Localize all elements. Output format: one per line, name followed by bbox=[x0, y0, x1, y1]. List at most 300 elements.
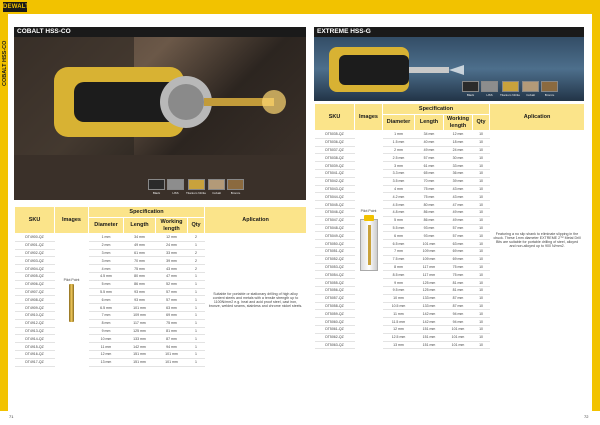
coating-swatch bbox=[186, 179, 206, 195]
left-side-label: COBALT HSS-CO bbox=[1, 40, 8, 86]
qty-cell: 1 bbox=[188, 319, 205, 327]
length-cell: 49 mm bbox=[124, 241, 156, 249]
sku-cell: DT5055-QZ bbox=[315, 279, 355, 287]
length-cell: 109 mm bbox=[124, 311, 156, 319]
diameter-cell: 5.5 mm bbox=[383, 224, 415, 232]
diameter-cell: 10 mm bbox=[383, 294, 415, 302]
qty-cell: 1 bbox=[188, 350, 205, 358]
length-cell: 151 mm bbox=[415, 341, 444, 349]
left-side-stripe bbox=[0, 14, 8, 411]
package-cap bbox=[364, 215, 374, 221]
working-length-cell: 94 mm bbox=[444, 310, 473, 318]
qty-cell: 10 bbox=[473, 177, 490, 185]
sku-cell: DT5038-QZ bbox=[315, 154, 355, 162]
length-cell: 34 mm bbox=[415, 131, 444, 139]
sku-cell: DT5053-QZ bbox=[315, 263, 355, 271]
diameter-cell: 9 mm bbox=[383, 279, 415, 287]
diameter-cell: 8 mm bbox=[89, 319, 124, 327]
length-cell: 57 mm bbox=[415, 154, 444, 162]
diameter-cell: 4.5 mm bbox=[89, 272, 124, 280]
working-length-cell: 81 mm bbox=[156, 327, 188, 335]
diameter-cell: 13 mm bbox=[383, 341, 415, 349]
length-cell: 93 mm bbox=[124, 296, 156, 304]
drill-illustration bbox=[14, 37, 306, 200]
diameter-cell: 6 mm bbox=[89, 296, 124, 304]
length-cell: 61 mm bbox=[415, 162, 444, 170]
length-cell: 117 mm bbox=[415, 271, 444, 279]
length-cell: 70 mm bbox=[415, 177, 444, 185]
qty-cell: 2 bbox=[188, 265, 205, 273]
qty-cell: 10 bbox=[473, 201, 490, 209]
left-page-number: 71 bbox=[9, 414, 14, 419]
qty-cell: 10 bbox=[473, 294, 490, 302]
qty-cell: 2 bbox=[188, 234, 205, 242]
working-length-cell: 101 mm bbox=[156, 358, 188, 366]
sku-cell: DT4901-QZ bbox=[15, 241, 55, 249]
working-length-cell: 18 mm bbox=[444, 138, 473, 146]
working-length-cell: 57 mm bbox=[444, 232, 473, 240]
qty-cell: 1 bbox=[188, 272, 205, 280]
working-length-cell: 12 mm bbox=[444, 131, 473, 139]
working-length-cell: 87 mm bbox=[156, 335, 188, 343]
header-length: Length bbox=[415, 115, 444, 131]
sku-cell: DT4907-QZ bbox=[15, 288, 55, 296]
coating-swatch bbox=[541, 81, 558, 97]
diameter-cell: 11 mm bbox=[383, 310, 415, 318]
sku-cell: DT5045-QZ bbox=[315, 201, 355, 209]
sku-cell: DT5043-QZ bbox=[315, 185, 355, 193]
qty-cell: 1 bbox=[188, 280, 205, 288]
working-length-cell: 75 mm bbox=[156, 319, 188, 327]
right-section-title: EXTREME HSS-G bbox=[314, 27, 584, 37]
header-specification: Specification bbox=[89, 207, 205, 218]
working-length-cell: 94 mm bbox=[156, 343, 188, 351]
working-length-cell: 63 mm bbox=[444, 240, 473, 248]
working-length-cell: 94 mm bbox=[444, 318, 473, 326]
working-length-cell: 52 mm bbox=[156, 280, 188, 288]
length-cell: 86 mm bbox=[415, 208, 444, 216]
diameter-cell: 7.5 mm bbox=[383, 255, 415, 263]
sku-cell: DT5060-QZ bbox=[315, 318, 355, 326]
sku-cell: DT4916-QZ bbox=[15, 350, 55, 358]
working-length-cell: 101 mm bbox=[156, 350, 188, 358]
sku-cell: DT5049-QZ bbox=[315, 232, 355, 240]
qty-cell: 10 bbox=[473, 255, 490, 263]
coating-swatch bbox=[522, 81, 539, 97]
working-length-cell: 69 mm bbox=[444, 247, 473, 255]
qty-cell: 10 bbox=[473, 240, 490, 248]
diameter-cell: 6.5 mm bbox=[383, 240, 415, 248]
qty-cell: 10 bbox=[473, 271, 490, 279]
diameter-cell: 4.2 mm bbox=[383, 193, 415, 201]
dewalt-logo: DEWALT bbox=[3, 4, 30, 10]
right-page-number: 72 bbox=[584, 414, 589, 419]
sku-cell: DT5041-QZ bbox=[315, 169, 355, 177]
sku-cell: DT4917-QZ bbox=[15, 358, 55, 366]
header-images: Images bbox=[55, 207, 89, 234]
diameter-cell: 6.5 mm bbox=[89, 304, 124, 312]
qty-cell: 1 bbox=[188, 343, 205, 351]
sku-cell: DT5054-QZ bbox=[315, 271, 355, 279]
qty-cell: 10 bbox=[473, 232, 490, 240]
qty-cell: 10 bbox=[473, 146, 490, 154]
length-cell: 151 mm bbox=[415, 333, 444, 341]
length-cell: 117 mm bbox=[415, 263, 444, 271]
diameter-cell: 12.5 mm bbox=[383, 333, 415, 341]
swatch-label: Bronze bbox=[230, 191, 241, 195]
working-length-cell: 30 mm bbox=[444, 154, 473, 162]
sku-cell: DT5048-QZ bbox=[315, 224, 355, 232]
diameter-cell: 3 mm bbox=[89, 257, 124, 265]
sku-cell: DT5050-QZ bbox=[315, 240, 355, 248]
length-cell: 133 mm bbox=[124, 335, 156, 343]
length-cell: 93 mm bbox=[415, 224, 444, 232]
swatch-color bbox=[148, 179, 165, 190]
swatch-label: HSS bbox=[172, 191, 179, 195]
working-length-cell: 39 mm bbox=[156, 257, 188, 265]
length-cell: 75 mm bbox=[415, 185, 444, 193]
qty-cell: 10 bbox=[473, 169, 490, 177]
length-cell: 34 mm bbox=[124, 234, 156, 242]
qty-cell: 10 bbox=[473, 224, 490, 232]
working-length-cell: 101 mm bbox=[444, 333, 473, 341]
qty-cell: 2 bbox=[188, 249, 205, 257]
diameter-cell: 9 mm bbox=[89, 327, 124, 335]
length-cell: 125 mm bbox=[415, 286, 444, 294]
qty-cell: 10 bbox=[473, 138, 490, 146]
diameter-cell: 5.5 mm bbox=[89, 288, 124, 296]
header-application: Aplication bbox=[490, 104, 585, 131]
right-spec-table bbox=[314, 103, 585, 349]
qty-cell: 1 bbox=[188, 311, 205, 319]
working-length-cell: 63 mm bbox=[156, 304, 188, 312]
swatch-label: Bronze bbox=[544, 93, 555, 97]
qty-cell: 10 bbox=[473, 193, 490, 201]
coating-swatch bbox=[462, 81, 479, 97]
swatch-color bbox=[502, 81, 519, 92]
length-cell: 75 mm bbox=[415, 193, 444, 201]
diameter-cell: 12 mm bbox=[89, 350, 124, 358]
sku-cell: DT4903-QZ bbox=[15, 257, 55, 265]
pilot-point-label: Pilot Point bbox=[63, 278, 80, 283]
header-working-length: Working length bbox=[156, 218, 188, 234]
swatch-color bbox=[188, 179, 205, 190]
length-cell: 80 mm bbox=[415, 201, 444, 209]
length-cell: 142 mm bbox=[415, 318, 444, 326]
left-coating-swatches bbox=[148, 179, 244, 195]
diameter-cell: 4 mm bbox=[89, 265, 124, 273]
length-cell: 125 mm bbox=[124, 327, 156, 335]
working-length-cell: 12 mm bbox=[156, 234, 188, 242]
diameter-cell: 12 mm bbox=[383, 325, 415, 333]
diameter-cell: 10.5 mm bbox=[383, 302, 415, 310]
qty-cell: 10 bbox=[473, 208, 490, 216]
sku-cell: DT5037-QZ bbox=[315, 146, 355, 154]
qty-cell: 1 bbox=[188, 335, 205, 343]
sku-cell: DT5036-QZ bbox=[315, 138, 355, 146]
diameter-cell: 7 mm bbox=[89, 311, 124, 319]
sku-cell: DT4908-QZ bbox=[15, 296, 55, 304]
length-cell: 65 mm bbox=[415, 169, 444, 177]
header-qty: Qty bbox=[473, 115, 490, 131]
qty-cell: 10 bbox=[473, 333, 490, 341]
working-length-cell: 81 mm bbox=[444, 279, 473, 287]
length-cell: 86 mm bbox=[415, 216, 444, 224]
diameter-cell: 8.5 mm bbox=[383, 271, 415, 279]
diameter-cell: 1 mm bbox=[383, 131, 415, 139]
sku-cell: DT5056-QZ bbox=[315, 286, 355, 294]
working-length-cell: 43 mm bbox=[156, 265, 188, 273]
qty-cell: 10 bbox=[473, 286, 490, 294]
swatch-color bbox=[541, 81, 558, 92]
qty-cell: 10 bbox=[473, 247, 490, 255]
diameter-cell: 5 mm bbox=[89, 280, 124, 288]
qty-cell: 10 bbox=[473, 154, 490, 162]
working-length-cell: 57 mm bbox=[444, 224, 473, 232]
working-length-cell: 87 mm bbox=[444, 294, 473, 302]
sku-cell: DT5063-QZ bbox=[315, 341, 355, 349]
qty-cell: 1 bbox=[188, 358, 205, 366]
header-sku: SKU bbox=[315, 104, 355, 131]
application-text: Featuring a no slip shank to eliminate slipping in the chuck. These 1mm diameter EXTREME 2™ Metal Drill Bits are suitable for portable drilling of steel, alloyed and non-alloyed up to 900 N/mm2. bbox=[493, 231, 581, 249]
header-diameter: Diameter bbox=[89, 218, 124, 234]
extreme-drill-photo bbox=[314, 37, 584, 101]
diameter-cell: 8 mm bbox=[383, 263, 415, 271]
top-brand-bar bbox=[0, 0, 600, 14]
qty-cell: 1 bbox=[188, 296, 205, 304]
sku-cell: DT4915-QZ bbox=[15, 343, 55, 351]
length-cell: 49 mm bbox=[415, 146, 444, 154]
working-length-cell: 101 mm bbox=[444, 341, 473, 349]
working-length-cell: 36 mm bbox=[444, 169, 473, 177]
working-length-cell: 43 mm bbox=[444, 193, 473, 201]
working-length-cell: 81 mm bbox=[444, 286, 473, 294]
diameter-cell: 7 mm bbox=[383, 247, 415, 255]
diameter-cell: 3.5 mm bbox=[383, 177, 415, 185]
diameter-cell: 3.3 mm bbox=[383, 169, 415, 177]
diameter-cell: 4.8 mm bbox=[383, 208, 415, 216]
sku-cell: DT4906-QZ bbox=[15, 280, 55, 288]
working-length-cell: 39 mm bbox=[444, 177, 473, 185]
working-length-cell: 49 mm bbox=[444, 208, 473, 216]
left-section-title: COBALT HSS-CO bbox=[14, 27, 306, 37]
swatch-label: Titanium Nitrite bbox=[500, 93, 521, 97]
diameter-cell: 2 mm bbox=[89, 241, 124, 249]
working-length-cell: 101 mm bbox=[444, 325, 473, 333]
qty-cell: 10 bbox=[473, 185, 490, 193]
sku-cell: DT4909-QZ bbox=[15, 304, 55, 312]
working-length-cell: 69 mm bbox=[444, 255, 473, 263]
header-application: Aplication bbox=[205, 207, 307, 234]
length-cell: 133 mm bbox=[415, 294, 444, 302]
swatch-label: Black bbox=[466, 93, 475, 97]
qty-cell: 1 bbox=[188, 304, 205, 312]
sku-cell: DT4900-QZ bbox=[15, 234, 55, 242]
working-length-cell: 33 mm bbox=[156, 249, 188, 257]
length-cell: 142 mm bbox=[415, 310, 444, 318]
swatch-color bbox=[227, 179, 244, 190]
product-image bbox=[55, 278, 89, 322]
diameter-cell: 10 mm bbox=[89, 335, 124, 343]
qty-cell: 2 bbox=[188, 257, 205, 265]
diameter-cell: 11 mm bbox=[89, 343, 124, 351]
coating-swatch bbox=[167, 179, 184, 195]
qty-cell: 1 bbox=[188, 327, 205, 335]
sku-cell: DT5051-QZ bbox=[315, 247, 355, 255]
sku-cell: DT4904-QZ bbox=[15, 265, 55, 273]
working-length-cell: 49 mm bbox=[444, 216, 473, 224]
sku-cell: DT5057-QZ bbox=[315, 294, 355, 302]
coating-swatch bbox=[148, 179, 165, 195]
working-length-cell: 57 mm bbox=[156, 296, 188, 304]
diameter-cell: 4 mm bbox=[383, 185, 415, 193]
swatch-color bbox=[167, 179, 184, 190]
diameter-cell: 2 mm bbox=[383, 146, 415, 154]
length-cell: 93 mm bbox=[415, 232, 444, 240]
swatch-color bbox=[522, 81, 539, 92]
product-image-cell bbox=[355, 131, 383, 349]
qty-cell: 10 bbox=[473, 325, 490, 333]
sku-cell: DT5046-QZ bbox=[315, 208, 355, 216]
sku-cell: DT5042-QZ bbox=[315, 177, 355, 185]
length-cell: 109 mm bbox=[415, 247, 444, 255]
header-images: Images bbox=[355, 104, 383, 131]
length-cell: 142 mm bbox=[124, 343, 156, 351]
package-image bbox=[360, 219, 378, 271]
sku-cell: DT4905-QZ bbox=[15, 272, 55, 280]
right-coating-swatches bbox=[462, 81, 558, 97]
sku-cell: DT5052-QZ bbox=[315, 255, 355, 263]
swatch-label: Black bbox=[152, 191, 161, 195]
qty-cell: 10 bbox=[473, 279, 490, 287]
length-cell: 125 mm bbox=[415, 279, 444, 287]
pilot-point-label: Pilot Point bbox=[360, 208, 377, 213]
diameter-cell: 9.5 mm bbox=[383, 286, 415, 294]
length-cell: 109 mm bbox=[415, 255, 444, 263]
swatch-label: Titanium Nitrite bbox=[186, 191, 207, 195]
application-text: Suitable for portable or stationary drilling of high alloy content steels and metals with a tensile strength up to 1100N/mm2 e.g. heat and acid proof steel, cast iron, bronze, welded seams, stainless and chrome nickel steels. bbox=[208, 291, 303, 309]
length-cell: 93 mm bbox=[124, 288, 156, 296]
qty-cell: 10 bbox=[473, 263, 490, 271]
cobalt-drill-photo bbox=[14, 37, 306, 200]
coating-swatch bbox=[481, 81, 498, 97]
length-cell: 101 mm bbox=[415, 240, 444, 248]
swatch-label: Cobalt bbox=[212, 191, 221, 195]
product-image bbox=[355, 209, 383, 271]
table-row bbox=[15, 234, 307, 242]
length-cell: 70 mm bbox=[124, 257, 156, 265]
header-qty: Qty bbox=[188, 218, 205, 234]
diameter-cell: 1.5 mm bbox=[383, 138, 415, 146]
diameter-cell: 11.5 mm bbox=[383, 318, 415, 326]
length-cell: 133 mm bbox=[415, 302, 444, 310]
diameter-cell: 3 mm bbox=[383, 162, 415, 170]
diameter-cell: 1 mm bbox=[89, 234, 124, 242]
length-cell: 75 mm bbox=[124, 265, 156, 273]
length-cell: 80 mm bbox=[124, 272, 156, 280]
length-cell: 40 mm bbox=[415, 138, 444, 146]
swatch-color bbox=[462, 81, 479, 92]
sku-cell: DT4902-QZ bbox=[15, 249, 55, 257]
diameter-cell: 6 mm bbox=[383, 232, 415, 240]
working-length-cell: 24 mm bbox=[444, 146, 473, 154]
sku-cell: DT5039-QZ bbox=[315, 162, 355, 170]
table-row bbox=[315, 131, 585, 139]
header-sku: SKU bbox=[15, 207, 55, 234]
working-length-cell: 47 mm bbox=[156, 272, 188, 280]
sku-cell: DT4914-QZ bbox=[15, 335, 55, 343]
diameter-cell: 3 mm bbox=[89, 249, 124, 257]
sku-cell: DT5044-QZ bbox=[315, 193, 355, 201]
coating-swatch bbox=[500, 81, 520, 97]
swatch-label: Cobalt bbox=[526, 93, 535, 97]
length-cell: 117 mm bbox=[124, 319, 156, 327]
working-length-cell: 57 mm bbox=[156, 288, 188, 296]
length-cell: 101 mm bbox=[124, 304, 156, 312]
working-length-cell: 75 mm bbox=[444, 271, 473, 279]
length-cell: 151 mm bbox=[124, 350, 156, 358]
sku-cell: DT4910-QZ bbox=[15, 311, 55, 319]
left-spec-table bbox=[14, 206, 307, 367]
right-side-stripe bbox=[592, 14, 600, 411]
working-length-cell: 69 mm bbox=[156, 311, 188, 319]
swatch-color bbox=[208, 179, 225, 190]
header-diameter: Diameter bbox=[383, 115, 415, 131]
sku-cell: DT5047-QZ bbox=[315, 216, 355, 224]
qty-cell: 10 bbox=[473, 131, 490, 139]
drill-bit-icon bbox=[69, 284, 74, 322]
diameter-cell: 2.5 mm bbox=[383, 154, 415, 162]
header-working-length: Working length bbox=[444, 115, 473, 131]
sku-cell: DT5035-QZ bbox=[315, 131, 355, 139]
header-specification: Specification bbox=[383, 104, 490, 115]
sku-cell: DT5061-QZ bbox=[315, 325, 355, 333]
diameter-cell: 13 mm bbox=[89, 358, 124, 366]
working-length-cell: 87 mm bbox=[444, 302, 473, 310]
coating-swatch bbox=[208, 179, 225, 195]
coating-swatch bbox=[227, 179, 244, 195]
header-length: Length bbox=[124, 218, 156, 234]
working-length-cell: 47 mm bbox=[444, 201, 473, 209]
qty-cell: 1 bbox=[188, 288, 205, 296]
product-image-cell bbox=[55, 234, 89, 367]
qty-cell: 10 bbox=[473, 162, 490, 170]
qty-cell: 10 bbox=[473, 216, 490, 224]
length-cell: 151 mm bbox=[124, 358, 156, 366]
length-cell: 61 mm bbox=[124, 249, 156, 257]
length-cell: 151 mm bbox=[415, 325, 444, 333]
sku-cell: DT4913-QZ bbox=[15, 327, 55, 335]
sku-cell: DT5062-QZ bbox=[315, 333, 355, 341]
qty-cell: 10 bbox=[473, 310, 490, 318]
qty-cell: 1 bbox=[188, 241, 205, 249]
qty-cell: 10 bbox=[473, 318, 490, 326]
working-length-cell: 24 mm bbox=[156, 241, 188, 249]
drill-bit-icon bbox=[368, 225, 371, 265]
diameter-cell: 4.5 mm bbox=[383, 201, 415, 209]
sku-cell: DT5058-QZ bbox=[315, 302, 355, 310]
qty-cell: 10 bbox=[473, 302, 490, 310]
qty-cell: 10 bbox=[473, 341, 490, 349]
length-cell: 86 mm bbox=[124, 280, 156, 288]
diameter-cell: 5 mm bbox=[383, 216, 415, 224]
working-length-cell: 33 mm bbox=[444, 162, 473, 170]
sku-cell: DT5059-QZ bbox=[315, 310, 355, 318]
sku-cell: DT4912-QZ bbox=[15, 319, 55, 327]
swatch-label: HSS bbox=[486, 93, 493, 97]
working-length-cell: 43 mm bbox=[444, 185, 473, 193]
swatch-color bbox=[481, 81, 498, 92]
